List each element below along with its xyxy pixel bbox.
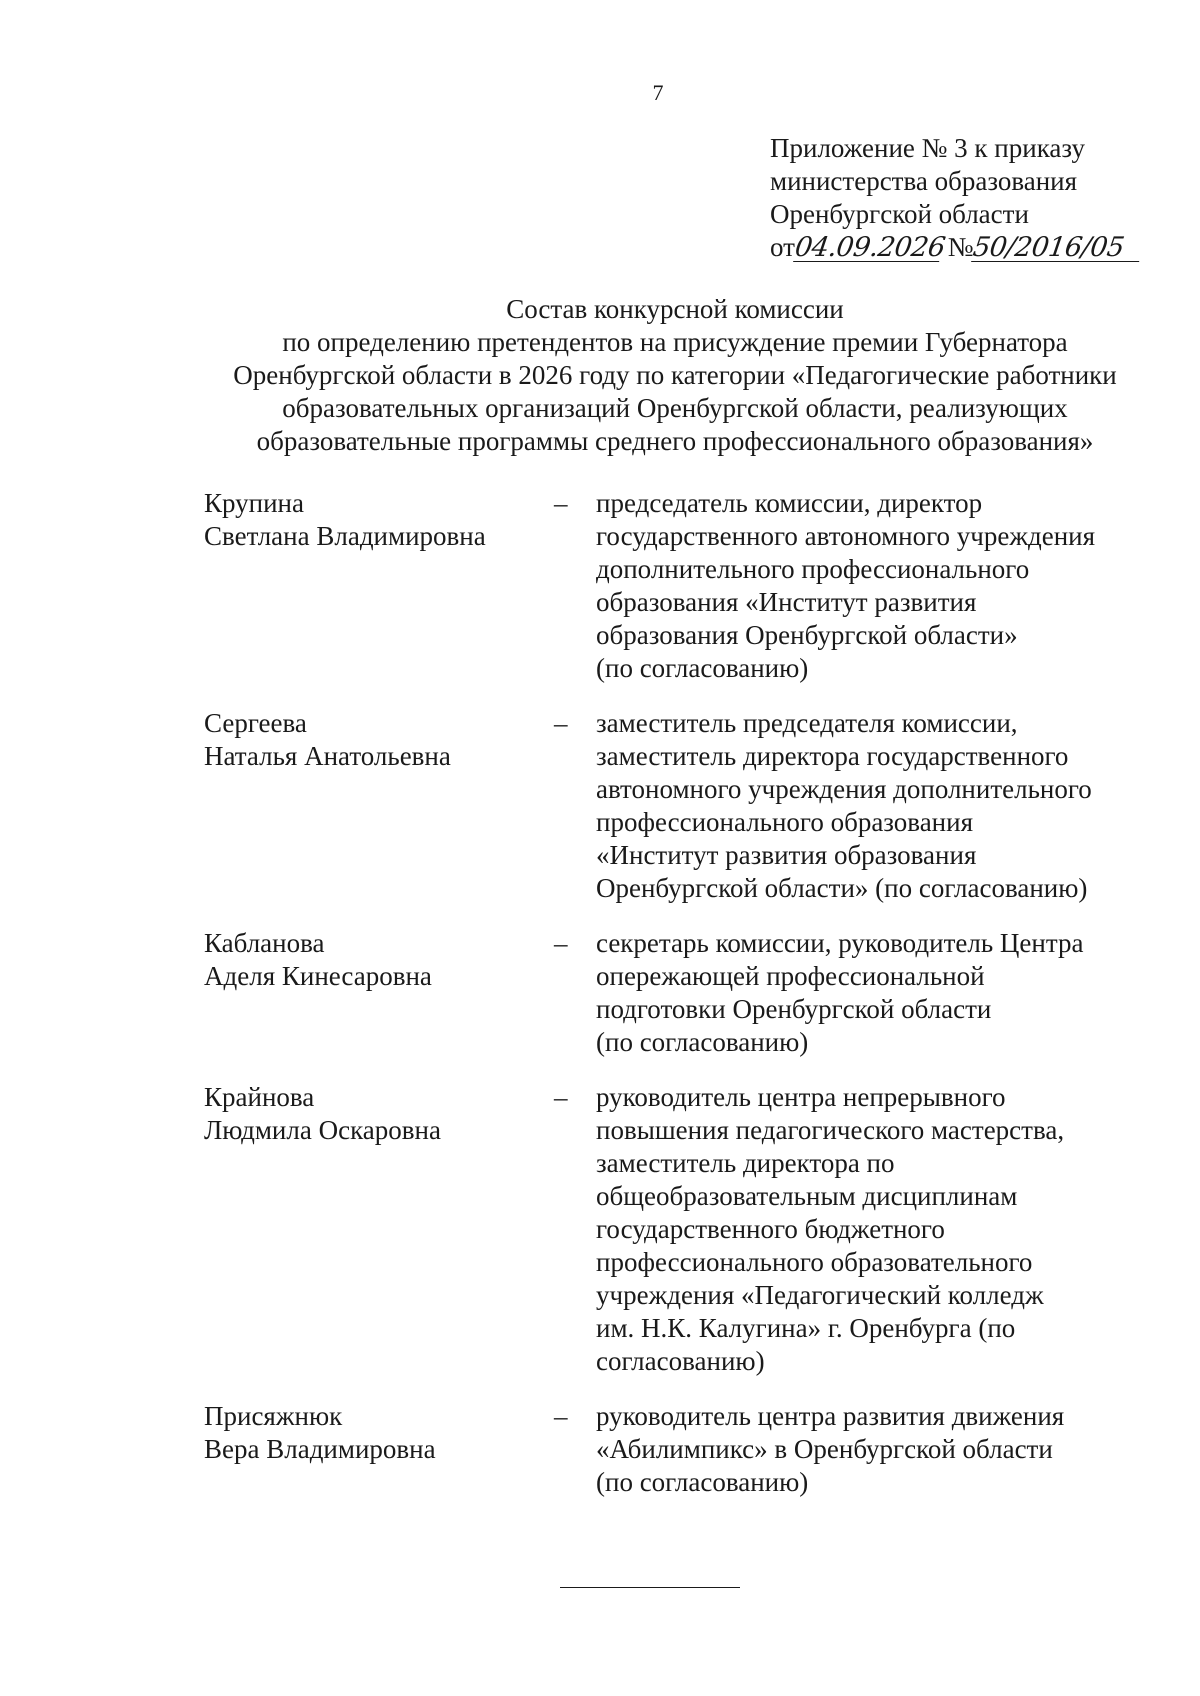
title-line: образовательных организаций Оренбургской области, реализующих: [282, 393, 1068, 423]
page-number: 7: [652, 80, 664, 105]
member-row: [204, 707, 1164, 905]
member-given-name: Людмила Оскаровна: [204, 1115, 441, 1145]
role-line: подготовки Оренбургской области: [596, 994, 992, 1024]
member-name: [204, 487, 544, 553]
member-name: [204, 927, 544, 993]
dash-separator: –: [554, 1082, 568, 1112]
role-line: опережающей профессиональной: [596, 961, 985, 991]
member-row: [204, 1400, 1164, 1499]
member-given-name: Светлана Владимировна: [204, 521, 486, 551]
member-surname: Присяжнюк: [204, 1401, 343, 1431]
role-line: государственного бюджетного: [596, 1214, 945, 1244]
role-line: автономного учреждения дополнительного: [596, 774, 1092, 804]
member-row: [204, 1081, 1164, 1378]
document-title: [180, 293, 1170, 458]
handwritten-date: 04.09.2026: [792, 232, 947, 263]
role-line: «Абилимпикс» в Оренбургской области: [596, 1434, 1053, 1464]
appendix-line-2: министерства образования: [770, 166, 1078, 196]
title-line: образовательные программы среднего профессионального образования»: [256, 426, 1094, 456]
role-line: учреждения «Педагогический колледж: [596, 1280, 1044, 1310]
role-line: образования «Институт развития: [596, 587, 977, 617]
member-row: [204, 487, 1164, 685]
member-role: [596, 487, 1136, 685]
closing-divider: [560, 1587, 740, 1588]
member-surname: Крайнова: [204, 1082, 315, 1112]
role-line: руководитель центра непрерывного: [596, 1082, 1006, 1112]
role-line: общеобразовательным дисциплинам: [596, 1181, 1018, 1211]
date-prefix: от: [770, 232, 795, 262]
role-line: заместитель председателя комиссии,: [596, 708, 1018, 738]
role-line: «Институт развития образования: [596, 840, 977, 870]
commission-members-list: [204, 487, 1164, 1521]
role-line: профессионального образовательного: [596, 1247, 1033, 1277]
role-line: (по согласованию): [596, 1027, 809, 1057]
appendix-header: [770, 132, 1141, 264]
member-surname: Кабланова: [204, 928, 325, 958]
appendix-line-3: Оренбургской области: [770, 199, 1029, 229]
role-line: повышения педагогического мастерства,: [596, 1115, 1065, 1145]
appendix-line-1: Приложение № 3 к приказу: [770, 133, 1085, 163]
dash-separator: –: [554, 1401, 568, 1431]
role-line: образования Оренбургской области»: [596, 620, 1018, 650]
member-name: [204, 1400, 544, 1466]
appendix-date-line: [770, 231, 1141, 264]
role-line: заместитель директора государственного: [596, 741, 1069, 771]
member-given-name: Аделя Кинесаровна: [204, 961, 432, 991]
dash-separator: –: [554, 928, 568, 958]
member-given-name: Наталья Анатольевна: [204, 741, 451, 771]
member-role: [596, 1400, 1136, 1499]
title-line: по определению претендентов на присуждение премии Губернатора: [282, 327, 1068, 357]
number-prefix: №: [947, 232, 974, 262]
member-name: [204, 707, 544, 773]
role-line: дополнительного профессионального: [596, 554, 1030, 584]
dash-separator: –: [554, 708, 568, 738]
handwritten-order-number: 50/2016/05: [972, 235, 1144, 262]
role-line: профессионального образования: [596, 807, 973, 837]
dash-separator: –: [554, 488, 568, 518]
member-given-name: Вера Владимировна: [204, 1434, 436, 1464]
member-row: [204, 927, 1164, 1059]
role-line: секретарь комиссии, руководитель Центра: [596, 928, 1084, 958]
member-surname: Сергеева: [204, 708, 307, 738]
role-line: председатель комиссии, директор: [596, 488, 983, 518]
member-role: [596, 927, 1136, 1059]
role-line: государственного автономного учреждения: [596, 521, 1096, 551]
role-line: (по согласованию): [596, 653, 809, 683]
role-line: руководитель центра развития движения: [596, 1401, 1065, 1431]
member-role: [596, 1081, 1136, 1378]
role-line: им. Н.К. Калугина» г. Оренбурга (по: [596, 1313, 1016, 1343]
member-name: [204, 1081, 544, 1147]
member-role: [596, 707, 1136, 905]
role-line: заместитель директора по: [596, 1148, 895, 1178]
title-line: Состав конкурсной комиссии: [506, 294, 844, 324]
member-surname: Крупина: [204, 488, 304, 518]
role-line: (по согласованию): [596, 1467, 809, 1497]
role-line: согласованию): [596, 1346, 765, 1376]
title-line: Оренбургской области в 2026 году по категории «Педагогические работники: [233, 360, 1117, 390]
role-line: Оренбургской области» (по согласованию): [596, 873, 1088, 903]
